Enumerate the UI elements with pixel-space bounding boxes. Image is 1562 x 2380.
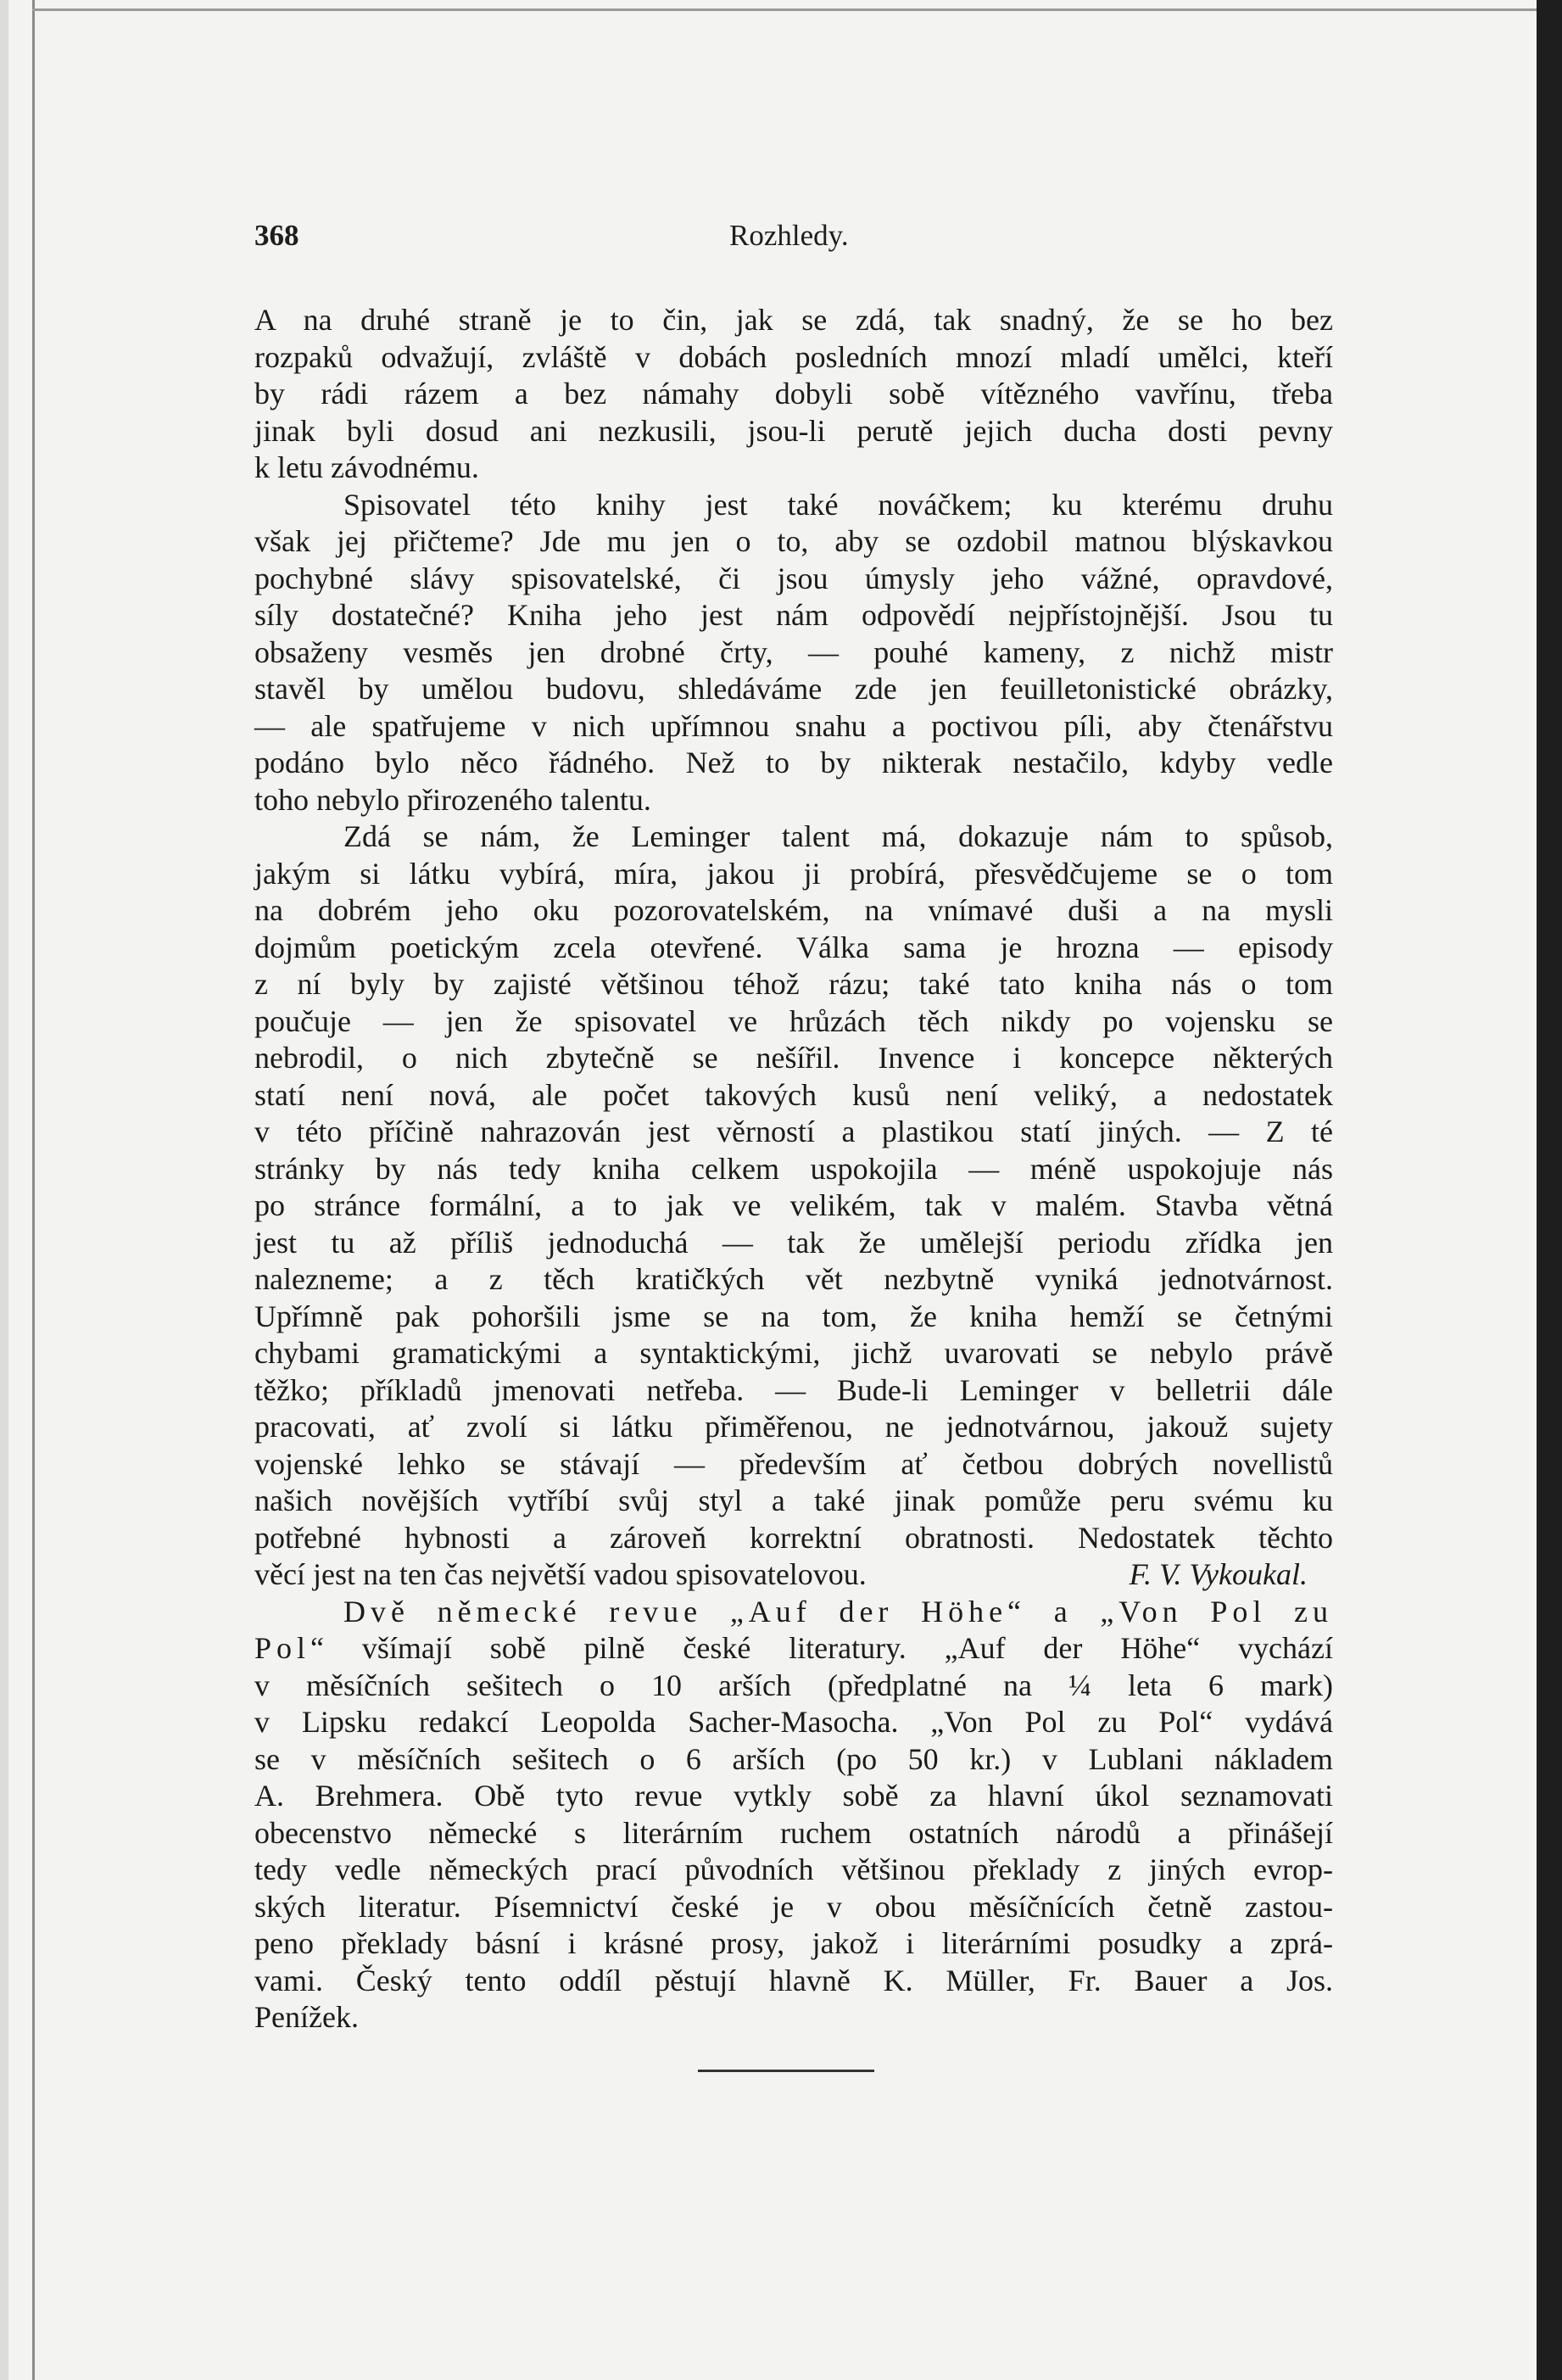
text-line: statí není nová, ale počet takových kusů není veliký, a nedostatek bbox=[254, 1077, 1333, 1112]
text-line: by rádi rázem a bez námahy dobyli sobě vítězného vavřínu, třeba bbox=[254, 377, 1333, 411]
text-line: nalezneme; a z těch kratičkých vět nezbytně vyniká jednotvárnost. bbox=[254, 1262, 1333, 1296]
page-edge-top bbox=[32, 8, 1537, 11]
text-line-rest: “ všímají sobě pilně české literatury. „Auf der Höhe“ vychází bbox=[310, 1631, 1333, 1665]
text-line: našich novějších vytříbí svůj styl a také jinak pomůže peru svému ku bbox=[254, 1483, 1333, 1517]
text-line: Dvě německé revue „Auf der Höhe“ a „Von Pol zu bbox=[343, 1594, 1333, 1629]
text-line: nebrodil, o nich zbytečně se nešířil. Invence i koncepce některých bbox=[254, 1041, 1333, 1075]
text-line: jinak byli dosud ani nezkusili, jsou-li perutě jejich ducha dosti pevny bbox=[254, 413, 1333, 448]
text-line: poučuje — jen že spisovatel ve hrůzách těch nikdy po vojensku se bbox=[254, 1003, 1333, 1038]
text-line: po stránce formální, a to jak ve velikém, tak v malém. Stavba větná bbox=[254, 1188, 1333, 1222]
text-line: těžko; příkladů jmenovati netřeba. — Bude-li Leminger v belletrii dále bbox=[254, 1372, 1333, 1407]
author-signature: F. V. Vykoukal. bbox=[1129, 1557, 1308, 1591]
text-line: dojmům poetickým zcela otevřené. Válka sama je hrozna — episody bbox=[254, 930, 1333, 964]
text-line: obecenstvo německé s literárním ruchem ostatních národů a přinášejí bbox=[254, 1815, 1333, 1850]
scan-background-right bbox=[1537, 0, 1562, 2380]
text-line: v této příčině nahrazován jest věrností a plastikou statí jiných. — Z té bbox=[254, 1115, 1333, 1148]
text-line: vami. Český tento oddíl pěstují hlavně K. Müller, Fr. Bauer a Jos. bbox=[254, 1963, 1333, 1997]
text-line: obsaženy vesměs jen drobné črty, — pouhé kameny, z nichž mistr bbox=[254, 634, 1333, 669]
text-line: chybami gramatickými a syntaktickými, jichž uvarovati se nebylo právě bbox=[254, 1336, 1333, 1370]
text-line: stránky by nás tedy kniha celkem uspokojila — méně uspokojuje nás bbox=[254, 1151, 1333, 1186]
text-line bbox=[254, 1630, 1333, 1668]
page-header bbox=[254, 219, 1333, 256]
text-line: toho nebylo přirozeného talentu. bbox=[254, 782, 651, 817]
text-line: však jej přičteme? Jde mu jen o to, aby se ozdobil matnou blýskavkou bbox=[254, 524, 1333, 558]
text-line: potřebné hybnosti a zároveň korrektní obratnosti. Nedostatek těchto bbox=[254, 1520, 1333, 1555]
text-line: síly dostatečné? Kniha jeho jest nám odpovědí nejpřístojnější. Jsou tu bbox=[254, 598, 1333, 632]
article-text bbox=[254, 302, 1333, 2036]
text-line: jakým si látku vybírá, míra, jakou ji probírá, přesvědčujeme se o tom bbox=[254, 856, 1333, 891]
text-line: Penížek. bbox=[254, 2000, 359, 2034]
page-binding-line bbox=[32, 0, 35, 2380]
running-title: Rozhledy. bbox=[729, 219, 849, 252]
text-line: A. Brehmera. Obě tyto revue vytkly sobě za hlavní úkol seznamovati bbox=[254, 1779, 1333, 1813]
text-line: Upřímně pak pohoršili jsme se na tom, že kniha hemží se četnými bbox=[254, 1299, 1333, 1333]
text-line-end: věcí jest na ten čas největší vadou spisovatelovou. bbox=[254, 1557, 867, 1591]
text-line: tedy vedle německých prací původních většinou překlady z jiných evrop- bbox=[254, 1852, 1333, 1886]
spaced-word: Pol bbox=[254, 1631, 311, 1665]
text-line: pracovati, ať zvolí si látku přiměřenou, ne jednotvárnou, jakouž sujety bbox=[254, 1410, 1333, 1444]
text-line: Zdá se nám, že Leminger talent má, dokazuje nám to spůsob, bbox=[343, 819, 1333, 853]
text-line: peno překlady básní i krásné prosy, jakož i literárními posudky a zprá- bbox=[254, 1926, 1333, 1960]
text-line: se v měsíčních sešitech o 6 arších (po 50 kr.) v Lublani nákladem bbox=[254, 1741, 1333, 1776]
text-line: vojenské lehko se stávají — především ať četbou dobrých novellistů bbox=[254, 1446, 1333, 1481]
text-line: ských literatur. Písemnictví české je v obou měsíčnících četně zastou- bbox=[254, 1889, 1333, 1924]
text-line: A na druhé straně je to čin, jak se zdá, tak snadný, že se ho bez bbox=[254, 303, 1333, 337]
text-line: v měsíčních sešitech o 10 arších (předplatné na ¼ leta 6 mark) bbox=[254, 1668, 1333, 1702]
text-line: pochybné slávy spisovatelské, či jsou úmysly jeho vážné, opravdové, bbox=[254, 561, 1333, 595]
text-line: z ní byly by zajisté většinou téhož rázu; také tato kniha nás o tom bbox=[254, 967, 1333, 1001]
text-line: k letu závodnému. bbox=[254, 450, 479, 484]
text-line: rozpaků odvažují, zvláště v dobách posledních mnozí mladí umělci, kteří bbox=[254, 339, 1333, 374]
text-line: Spisovatel této knihy jest také nováčkem; ku kterému druhu bbox=[343, 487, 1333, 522]
text-line: na dobrém jeho oku pozorovatelském, na vnímavé duši a na mysli bbox=[254, 893, 1333, 927]
text-line: podáno bylo něco řádného. Než to by nikterak nestačilo, kdyby vedle bbox=[254, 746, 1333, 779]
text-line: v Lipsku redakcí Leopolda Sacher-Masocha. „Von Pol zu Pol“ vydává bbox=[254, 1705, 1333, 1739]
text-line: — ale spatřujeme v nich upřímnou snahu a poctivou píli, aby čtenářstvu bbox=[254, 708, 1333, 743]
page-number: 368 bbox=[254, 219, 299, 252]
text-line-with-signature bbox=[254, 1556, 1333, 1594]
text-line: jest tu až příliš jednoduchá — tak že umělejší periodu zřídka jen bbox=[254, 1225, 1333, 1260]
text-line: stavěl by umělou budovu, shledáváme zde jen feuilletonistické obrázky, bbox=[254, 672, 1333, 706]
end-rule-divider bbox=[698, 2070, 874, 2072]
page-edge-left bbox=[0, 0, 8, 2380]
